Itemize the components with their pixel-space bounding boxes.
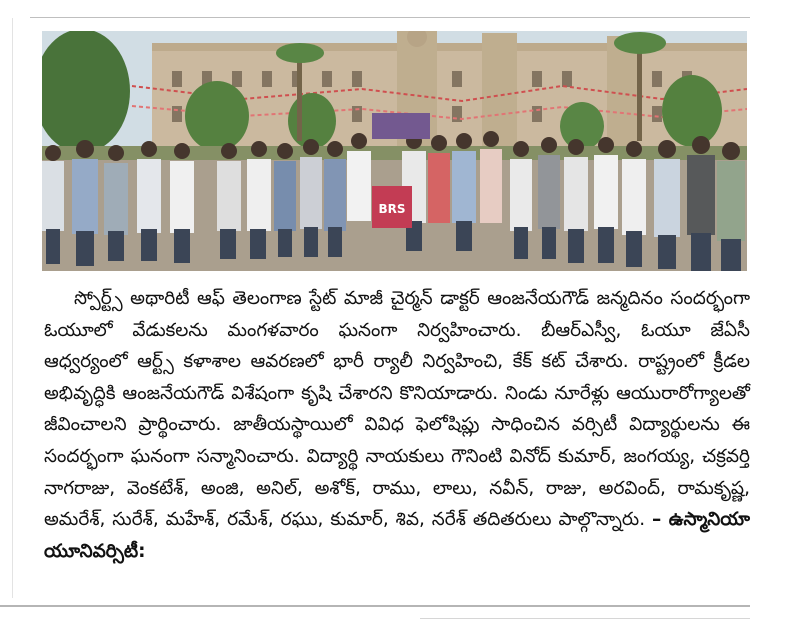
top-divider	[30, 17, 750, 18]
brs-banner-text: BRS	[378, 202, 406, 216]
article-paragraph	[44, 283, 750, 567]
bottom-divider	[0, 605, 750, 607]
article-body: స్పోర్ట్స్ అథారిటీ ఆఫ్ తెలంగాణ స్టేట్ మాజీ చైర్మన్ డాక్టర్ ఆంజనేయగౌడ్ జన్మదినం సందర్భంగా ఓయూలో వేడుకలను మంగళవారం ఘనంగా నిర్వహించారు. బీఆర్ఎస్వీ, ఓయూ జేఏసీ ఆధ్వర్యంలో ఆర్ట్స్ కళాశాల ఆవరణలో భారీ ర్యాలీ నిర్వహించి, కేక్ కట్ చేశారు. రాష్ట్రంలో క్రీడల అభివృద్ధికి ఆంజనేయగౌడ్ విశేషంగా కృషి చేశారని కొనియాడారు. నిండు నూరేళ్లు ఆయురారోగ్యాలతో జీవించాలని ప్రార్థించారు. జాతీయస్థాయిలో వివిధ ఫెలోషిప్లు సాధించిన వర్సిటీ విద్యార్థులను ఈ సందర్భంగా ఘనంగా సన్మానించారు. విద్యార్థి నాయకులు గౌనింటి వినోద్ కుమార్, జంగయ్య, చక్రవర్తి నాగరాజు, వెంకటేశ్, అంజి, అనిల్, అశోక్, రాము, లాలు, నవీన్, రాజు, అరవింద్, రామకృష్ణ, అమరేశ్, సురేశ్, మహేశ్, రమేశ్, రఘు, కుమార్, శివ, నరేశ్ తదితరులు పాల్గొన్నారు.	[44, 288, 750, 531]
bottom-fragment-line	[420, 618, 750, 619]
news-photo	[42, 31, 747, 271]
article-credit: – ఉస్మానియా యూనివర్సిటీ:	[44, 509, 750, 562]
left-margin-line	[12, 18, 13, 598]
news-article	[44, 283, 750, 567]
rally-photo-illustration	[42, 31, 747, 271]
cut-off-previous-line	[30, 0, 750, 10]
